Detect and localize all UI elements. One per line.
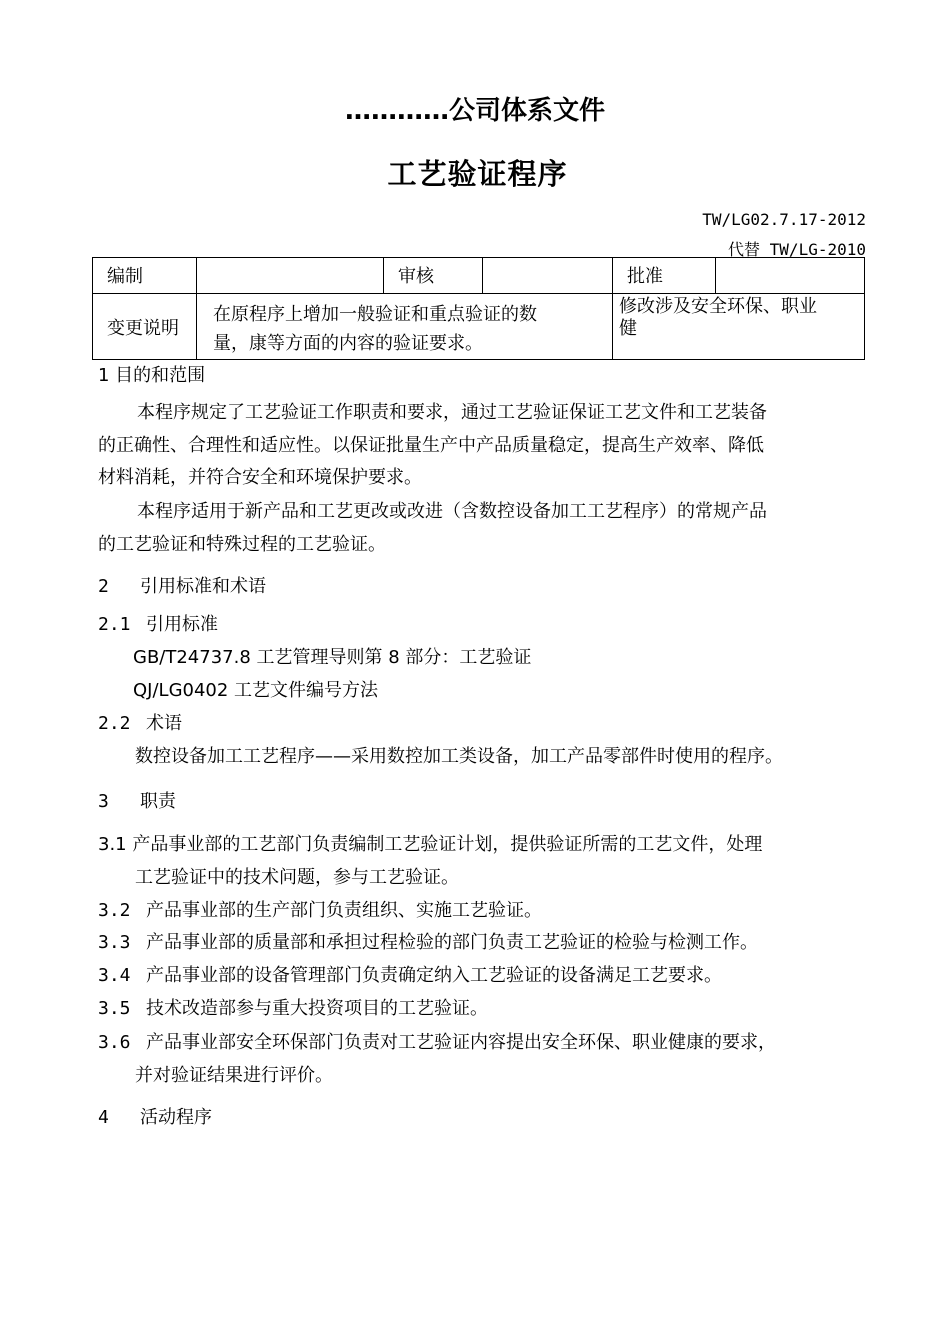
section-2-2-number: 2.2 <box>98 713 131 734</box>
responsibility-item-cont: 并对验证结果进行评价。 <box>135 1065 333 1086</box>
section-4-heading: 活动程序 <box>140 1107 212 1128</box>
paragraph-line: 的正确性、合理性和适应性。以保证批量生产中产品质量稳定，提高生产效率、降低 <box>98 435 764 456</box>
change-description-2 <box>613 294 865 360</box>
responsibility-number: 3.2 <box>98 900 131 921</box>
responsibility-item: 产品事业部的质量部和承担过程检验的部门负责工艺验证的检验与检测工作。 <box>146 932 758 953</box>
change-description-line: 量，康等方面的内容的验证要求。 <box>213 333 483 354</box>
paragraph-line: 本程序适用于新产品和工艺更改或改进（含数控设备加工工艺程序）的常规产品 <box>137 501 767 522</box>
responsibility-item: 产品事业部的生产部门负责组织、实施工艺验证。 <box>146 900 542 921</box>
change-description-line: 修改涉及安全环保、职业 <box>619 296 817 317</box>
reference-standard: QJ/LG0402 工艺文件编号方法 <box>133 680 379 701</box>
responsibility-number: 3.5 <box>98 998 131 1019</box>
responsibility-item: 产品事业部安全环保部门负责对工艺验证内容提出安全环保、职业健康的要求， <box>146 1032 776 1053</box>
document-title: 工艺验证程序 <box>387 157 568 191</box>
paragraph-line: 的工艺验证和特殊过程的工艺验证。 <box>98 534 386 555</box>
reference-standard: GB/T24737.8 工艺管理导则第 8 部分：工艺验证 <box>133 647 532 668</box>
responsibility-item: 技术改造部参与重大投资项目的工艺验证。 <box>146 998 488 1019</box>
responsibility-number: 3.4 <box>98 965 131 986</box>
responsibility-item: 产品事业部的设备管理部门负责确定纳入工艺验证的设备满足工艺要求。 <box>146 965 722 986</box>
paragraph-line: 本程序规定了工艺验证工作职责和要求，通过工艺验证保证工艺文件和工艺装备 <box>137 402 767 423</box>
section-4-number: 4 <box>98 1107 109 1128</box>
section-2-2-heading: 术语 <box>146 713 182 734</box>
review-value <box>483 258 613 294</box>
responsibility-item-cont: 工艺验证中的技术问题，参与工艺验证。 <box>135 867 459 888</box>
section-1-heading: 1 目的和范围 <box>98 365 206 386</box>
paragraph-line: 材料消耗，并符合安全和环境保护要求。 <box>98 467 422 488</box>
company-header: …………公司体系文件 <box>344 96 605 126</box>
replaces-number: 代替 TW/LG-2010 <box>728 240 866 259</box>
responsibility-number: 3.6 <box>98 1032 131 1053</box>
approve-value <box>716 258 865 294</box>
responsibility-number: 3.3 <box>98 932 131 953</box>
change-description <box>197 294 613 360</box>
review-label: 审核 <box>384 258 483 294</box>
compile-label: 编制 <box>93 258 197 294</box>
change-label: 变更说明 <box>93 294 197 360</box>
section-2-heading: 引用标准和术语 <box>140 576 266 597</box>
section-2-1-heading: 引用标准 <box>146 614 218 635</box>
approve-label: 批准 <box>613 258 716 294</box>
document-number: TW/LG02.7.17-2012 <box>702 210 866 229</box>
responsibility-item: 3.1 产品事业部的工艺部门负责编制工艺验证计划，提供验证所需的工艺文件，处理 <box>98 834 763 855</box>
term-definition: 数控设备加工工艺程序——采用数控加工类设备，加工产品零部件时使用的程序。 <box>135 746 783 767</box>
change-description-line: 健 <box>619 318 637 339</box>
section-2-1-number: 2.1 <box>98 614 131 635</box>
approval-table <box>92 257 865 360</box>
change-description-line: 在原程序上增加一般验证和重点验证的数 <box>213 304 537 325</box>
section-3-heading: 职责 <box>140 791 176 812</box>
compile-value <box>197 258 384 294</box>
section-2-number: 2 <box>98 576 109 597</box>
section-3-number: 3 <box>98 791 109 812</box>
